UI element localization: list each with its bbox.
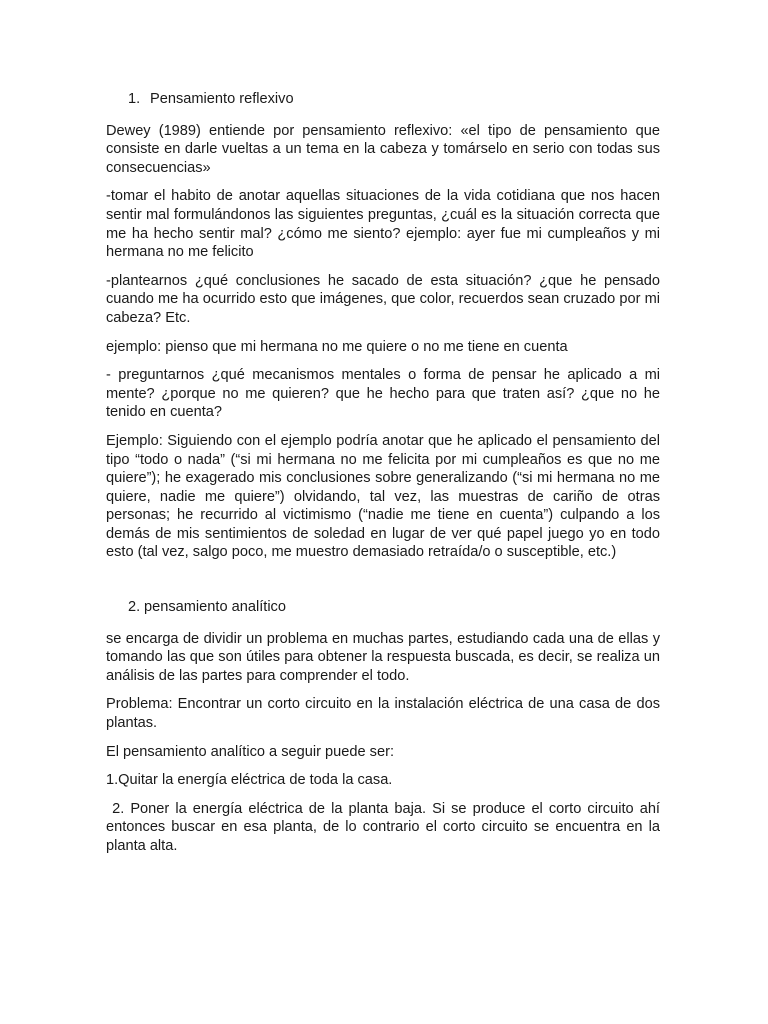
section-heading-1 <box>128 90 660 109</box>
paragraph: El pensamiento analítico a seguir puede ser: <box>106 743 394 760</box>
section-number: 2. <box>128 599 141 616</box>
section-number: 1. <box>128 91 141 107</box>
paragraph: 1.Quitar la energía eléctrica de toda la casa. <box>106 772 393 789</box>
paragraph: -plantearnos ¿qué conclusiones he sacado de esta situación? ¿que he pensado cuando me ha ocurrido esto que imágenes, que color, recuerdos sean cruzado por mi cabeza? Etc. <box>106 272 660 326</box>
paragraph: Problema: Encontrar un corto circuito en la instalación eléctrica de una casa de dos plantas. <box>106 696 660 732</box>
section-heading-2 <box>128 598 660 617</box>
paragraph: se encarga de dividir un problema en muchas partes, estudiando cada una de ellas y tomando las que son útiles para obtener la respuesta buscada, es decir, se realiza un análisis de las partes para comprender el todo. <box>106 630 660 684</box>
paragraph: Dewey (1989) entiende por pensamiento reflexivo: «el tipo de pensamiento que consiste en darle vueltas a un tema en la cabeza y tomárselo en serio con todas sus consecuencias» <box>106 122 660 176</box>
section-title: pensamiento analítico <box>144 599 286 616</box>
document-body <box>106 90 665 866</box>
paragraph: -tomar el habito de anotar aquellas situaciones de la vida cotidiana que nos hacen sentir mal formulándonos las siguientes preguntas, ¿cuál es la situación correcta que me ha hecho sentir mal? ¿cómo me siento? ejemplo: ayer fue mi cumpleaños y mi hermana no me felicito <box>106 188 660 261</box>
paragraph: ejemplo: pienso que mi hermana no me quiere o no me tiene en cuenta <box>106 338 568 355</box>
section-title: Pensamiento reflexivo <box>150 91 294 107</box>
paragraph: Ejemplo: Siguiendo con el ejemplo podría anotar que he aplicado el pensamiento del tipo “todo o nada” (“si mi hermana no me felicita por mi cumpleaños es que no me quiere”); he exagerado mis conclusiones sobre generalizando (“si mi hermana no me quiere, nadie me quiere”) olvidando, tal vez, las muestras de cariño de otras personas; he recurrido al victimismo (“nadie me tiene en cuenta”) culpando a los demás de mis sentimientos de soledad en lugar de ver qué papel juego yo en todo esto (tal vez, salgo poco, me muestro demasiado retraída/o o susceptible, etc.) <box>106 432 660 561</box>
paragraph: - preguntarnos ¿qué mecanismos mentales o forma de pensar he aplicado a mi mente? ¿porque no me quieren? que he hecho para que traten así? ¿que no he tenido en cuenta? <box>106 367 660 421</box>
spacer <box>106 572 660 598</box>
paragraph: 2. Poner la energía eléctrica de la planta baja. Si se produce el corto circuito ahí entonces buscar en esa planta, de lo contrario el corto circuito se encuentra en la planta alta. <box>106 800 665 854</box>
